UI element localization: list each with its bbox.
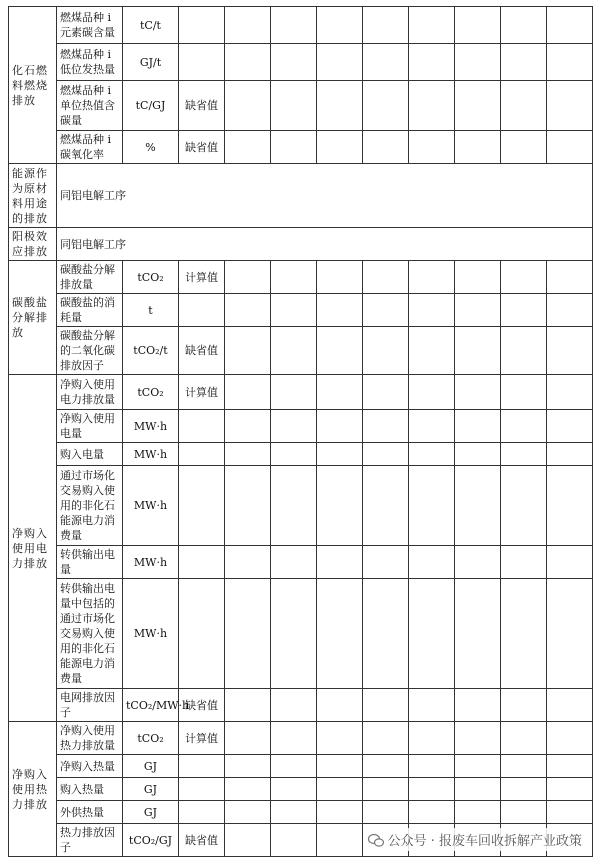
item-cell: 转供输出电量中包括的通过市场化交易购入使用的非化石能源电力消费量 — [57, 579, 123, 689]
table-row — [9, 44, 593, 81]
item-cell: 燃煤品种 i 单位热值含碳量 — [57, 81, 123, 131]
table-row — [9, 689, 593, 722]
source-cell — [179, 443, 225, 466]
source-cell: 计算值 — [179, 722, 225, 755]
table-row — [9, 410, 593, 443]
table-row — [9, 81, 593, 131]
source-cell — [179, 44, 225, 81]
table-row — [9, 801, 593, 824]
source-cell — [179, 755, 225, 778]
table-row — [9, 131, 593, 164]
source-cell: 缺省值 — [179, 689, 225, 722]
source-cell: 缺省值 — [179, 824, 225, 857]
source-cell — [179, 466, 225, 546]
item-cell: 电网排放因子 — [57, 689, 123, 722]
table-row — [9, 579, 593, 689]
table-row — [9, 164, 593, 228]
emission-parameters-table — [8, 6, 593, 857]
table-row — [9, 546, 593, 579]
unit-cell: GJ/t — [123, 44, 179, 81]
table-row — [9, 228, 593, 261]
unit-cell: tCO₂ — [123, 375, 179, 410]
item-cell: 净购入使用热力排放量 — [57, 722, 123, 755]
item-cell: 净购入使用电力排放量 — [57, 375, 123, 410]
unit-cell: % — [123, 131, 179, 164]
watermark-text: 公众号 · 报废车回收拆解产业政策 — [387, 834, 582, 849]
item-cell: 净购入热量 — [57, 755, 123, 778]
unit-cell: tCO₂/t — [123, 327, 179, 375]
merged-note-cell: 同铝电解工序 — [57, 164, 593, 228]
unit-cell: MW·h — [123, 410, 179, 443]
table-row — [9, 327, 593, 375]
category-cell: 净购入使用电力排放 — [9, 375, 57, 722]
table-row — [9, 722, 593, 755]
source-cell — [179, 546, 225, 579]
item-cell: 外供热量 — [57, 801, 123, 824]
table-row — [9, 755, 593, 778]
category-cell: 净购入使用热力排放 — [9, 722, 57, 857]
source-cell: 缺省值 — [179, 327, 225, 375]
unit-cell: tCO₂/GJ — [123, 824, 179, 857]
item-cell: 燃煤品种 i 低位发热量 — [57, 44, 123, 81]
unit-cell: tC/t — [123, 7, 179, 44]
item-cell: 通过市场化交易购入使用的非化石能源电力消费量 — [57, 466, 123, 546]
item-cell: 碳酸盐分解的二氧化碳排放因子 — [57, 327, 123, 375]
item-cell: 碳酸盐分解排放量 — [57, 261, 123, 294]
source-cell — [179, 778, 225, 801]
unit-cell: t — [123, 294, 179, 327]
item-cell: 购入热量 — [57, 778, 123, 801]
source-cell — [179, 801, 225, 824]
item-cell: 净购入使用电量 — [57, 410, 123, 443]
unit-cell: MW·h — [123, 443, 179, 466]
table-row — [9, 778, 593, 801]
item-cell: 热力排放因子 — [57, 824, 123, 857]
item-cell: 碳酸盐的消耗量 — [57, 294, 123, 327]
watermark — [364, 828, 586, 851]
table-row — [9, 7, 593, 44]
category-cell: 阳极效应排放 — [9, 228, 57, 261]
source-cell: 缺省值 — [179, 81, 225, 131]
source-cell — [179, 294, 225, 327]
table-row — [9, 466, 593, 546]
category-cell: 能源作为原材料用途的排放 — [9, 164, 57, 228]
unit-cell: GJ — [123, 801, 179, 824]
item-cell: 购入电量 — [57, 443, 123, 466]
wechat-icon — [368, 834, 384, 847]
unit-cell: GJ — [123, 778, 179, 801]
item-cell: 燃煤品种 i 碳氧化率 — [57, 131, 123, 164]
source-cell: 缺省值 — [179, 131, 225, 164]
table-row — [9, 443, 593, 466]
unit-cell: tCO₂/MW·h — [123, 689, 179, 722]
unit-cell: MW·h — [123, 579, 179, 689]
unit-cell: MW·h — [123, 466, 179, 546]
unit-cell: MW·h — [123, 546, 179, 579]
unit-cell: tCO₂ — [123, 722, 179, 755]
source-cell — [179, 7, 225, 44]
item-cell: 燃煤品种 i 元素碳含量 — [57, 7, 123, 44]
source-cell: 计算值 — [179, 261, 225, 294]
category-cell: 碳酸盐分解排放 — [9, 261, 57, 375]
item-cell: 转供输出电量 — [57, 546, 123, 579]
table-row — [9, 375, 593, 410]
source-cell — [179, 410, 225, 443]
source-cell — [179, 579, 225, 689]
source-cell: 计算值 — [179, 375, 225, 410]
merged-note-cell: 同铝电解工序 — [57, 228, 593, 261]
unit-cell: tCO₂ — [123, 261, 179, 294]
table-row — [9, 294, 593, 327]
unit-cell: tC/GJ — [123, 81, 179, 131]
category-cell: 化石燃料燃烧排放 — [9, 7, 57, 164]
table-row — [9, 261, 593, 294]
unit-cell: GJ — [123, 755, 179, 778]
